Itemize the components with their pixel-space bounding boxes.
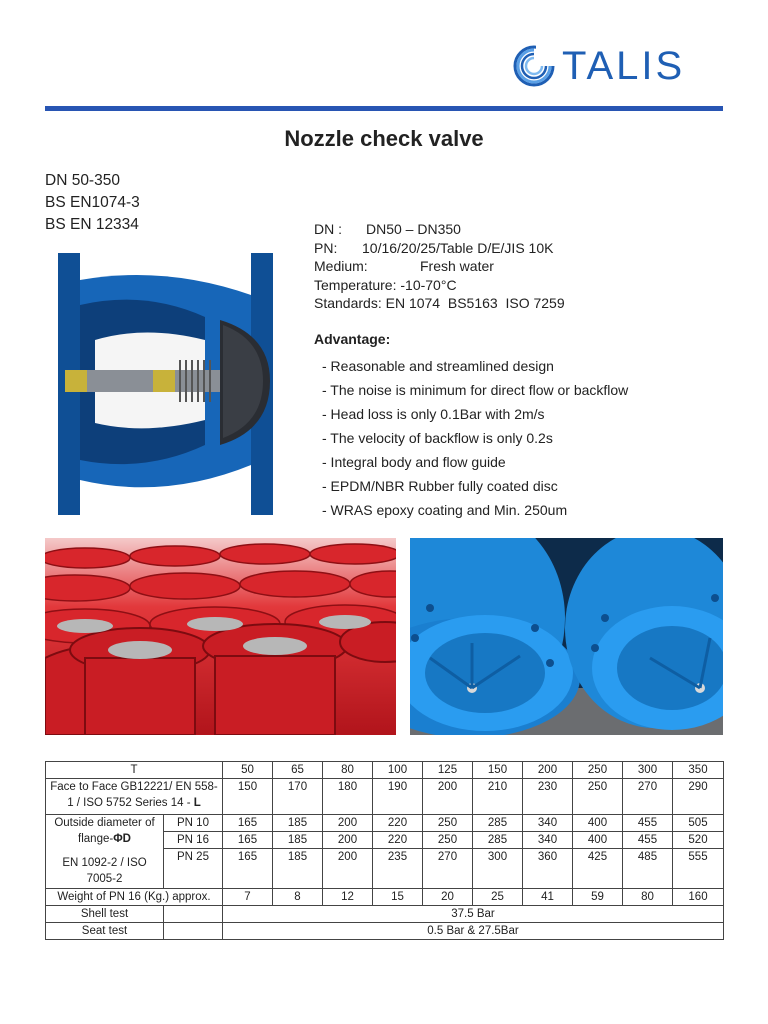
code-line: DN 50-350 bbox=[45, 172, 120, 189]
od-label-standard: EN 1092-2 / ISO 7005-2 bbox=[62, 857, 147, 885]
table-cell: 505 bbox=[673, 815, 724, 832]
size-cell: 50 bbox=[223, 762, 273, 779]
size-cell: 150 bbox=[473, 762, 523, 779]
table-cell: 520 bbox=[673, 832, 724, 849]
od-label-text: Outside diameter of flange- bbox=[54, 817, 155, 845]
size-cell: 250 bbox=[573, 762, 623, 779]
table-cell: 12 bbox=[323, 889, 373, 906]
table-cell: 41 bbox=[523, 889, 573, 906]
table-cell: 160 bbox=[673, 889, 724, 906]
table-cell: 400 bbox=[573, 832, 623, 849]
outside-diameter-label bbox=[46, 815, 164, 889]
spec-label: Medium: bbox=[314, 258, 368, 274]
table-cell: 185 bbox=[273, 832, 323, 849]
table-cell: 455 bbox=[623, 832, 673, 849]
size-cell: 80 bbox=[323, 762, 373, 779]
size-cell: 100 bbox=[373, 762, 423, 779]
advantage-list bbox=[322, 354, 628, 522]
table-cell: 485 bbox=[623, 849, 673, 889]
pn-label: PN 25 bbox=[164, 849, 223, 889]
advantage-item: - Integral body and flow guide bbox=[322, 454, 506, 470]
header-rule bbox=[45, 106, 723, 111]
spec-label: Standards: EN 1074 BS5163 ISO 7259 bbox=[314, 295, 565, 311]
table-cell: 165 bbox=[223, 832, 273, 849]
table-cell: 200 bbox=[323, 849, 373, 889]
seat-test-label: Seat test bbox=[46, 923, 164, 940]
table-row-shell-test bbox=[46, 906, 724, 923]
table-cell: 270 bbox=[623, 779, 673, 815]
table-cell: 25 bbox=[473, 889, 523, 906]
table-cell: 185 bbox=[273, 815, 323, 832]
table-cell: 59 bbox=[573, 889, 623, 906]
advantage-item: - The velocity of backflow is only 0.2s bbox=[322, 430, 553, 446]
table-cell: 455 bbox=[623, 815, 673, 832]
advantage-item: - WRAS epoxy coating and Min. 250um bbox=[322, 502, 568, 518]
size-cell: 350 bbox=[673, 762, 724, 779]
table-cell: 300 bbox=[473, 849, 523, 889]
table-cell: 250 bbox=[573, 779, 623, 815]
size-cell: 65 bbox=[273, 762, 323, 779]
size-cell: 300 bbox=[623, 762, 673, 779]
spec-label: DN : bbox=[314, 221, 342, 237]
table-row-pn10 bbox=[46, 815, 724, 832]
table-row-weight bbox=[46, 889, 724, 906]
empty-cell bbox=[164, 906, 223, 923]
size-cell: 200 bbox=[523, 762, 573, 779]
spec-value: 10/16/20/25/Table D/E/JIS 10K bbox=[362, 239, 554, 256]
empty-cell bbox=[164, 923, 223, 940]
table-cell: 165 bbox=[223, 849, 273, 889]
table-row-face-to-face bbox=[46, 779, 724, 815]
spec-label: Temperature: -10-70°C bbox=[314, 276, 457, 293]
table-cell: 80 bbox=[623, 889, 673, 906]
face-to-face-label bbox=[46, 779, 223, 815]
standard-codes bbox=[45, 170, 140, 236]
table-cell: 360 bbox=[523, 849, 573, 889]
advantage-item: - Head loss is only 0.1Bar with 2m/s bbox=[322, 406, 545, 422]
spec-label: PN: bbox=[314, 239, 338, 256]
table-cell: 340 bbox=[523, 815, 573, 832]
table-cell: 180 bbox=[323, 779, 373, 815]
table-cell: 340 bbox=[523, 832, 573, 849]
table-header-row bbox=[46, 762, 724, 779]
table-header-label: T bbox=[46, 762, 223, 779]
advantage-item: - Reasonable and streamlined design bbox=[322, 358, 554, 374]
table-cell: 165 bbox=[223, 815, 273, 832]
code-line: BS EN 12334 bbox=[45, 216, 139, 233]
table-cell: 8 bbox=[273, 889, 323, 906]
table-row-seat-test bbox=[46, 923, 724, 940]
spec-row-pn bbox=[314, 239, 565, 258]
table-cell: 285 bbox=[473, 815, 523, 832]
pn-label: PN 16 bbox=[164, 832, 223, 849]
table-cell: 200 bbox=[323, 832, 373, 849]
dimension-table bbox=[45, 761, 724, 940]
advantage-item: - EPDM/NBR Rubber fully coated disc bbox=[322, 478, 558, 494]
shell-test-label: Shell test bbox=[46, 906, 164, 923]
blue-valves-photo bbox=[410, 538, 723, 735]
od-label-symbol: ΦD bbox=[113, 833, 131, 845]
table-cell: 200 bbox=[323, 815, 373, 832]
table-cell: 210 bbox=[473, 779, 523, 815]
table-cell: 150 bbox=[223, 779, 273, 815]
table-cell: 285 bbox=[473, 832, 523, 849]
table-cell: 220 bbox=[373, 815, 423, 832]
face-label-text: Face to Face GB12221/ EN 558-1 / ISO 5752 Series 14 - bbox=[50, 781, 218, 809]
spec-value: Fresh water bbox=[420, 258, 494, 274]
table-cell: 230 bbox=[523, 779, 573, 815]
talis-swirl-logo bbox=[512, 44, 556, 88]
table-cell: 185 bbox=[273, 849, 323, 889]
weight-label: Weight of PN 16 (Kg.) approx. bbox=[46, 889, 223, 906]
table-cell: 270 bbox=[423, 849, 473, 889]
pn-label: PN 10 bbox=[164, 815, 223, 832]
shell-test-value: 37.5 Bar bbox=[223, 906, 724, 923]
table-cell: 7 bbox=[223, 889, 273, 906]
table-cell: 425 bbox=[573, 849, 623, 889]
spec-row-temperature bbox=[314, 276, 565, 295]
talis-logo bbox=[512, 44, 685, 88]
table-cell: 235 bbox=[373, 849, 423, 889]
brand-name: TALIS bbox=[562, 44, 686, 88]
table-cell: 20 bbox=[423, 889, 473, 906]
spec-row-dn bbox=[314, 220, 565, 239]
table-cell: 400 bbox=[573, 815, 623, 832]
table-cell: 190 bbox=[373, 779, 423, 815]
table-cell: 15 bbox=[373, 889, 423, 906]
page-title: Nozzle check valve bbox=[284, 126, 484, 151]
table-cell: 170 bbox=[273, 779, 323, 815]
table-cell: 555 bbox=[673, 849, 724, 889]
advantage-title: Advantage: bbox=[314, 331, 391, 347]
advantage-item: - The noise is minimum for direct flow or backflow bbox=[322, 382, 629, 398]
table-cell: 220 bbox=[373, 832, 423, 849]
table-cell: 250 bbox=[423, 832, 473, 849]
valve-cutaway-image bbox=[55, 245, 285, 517]
table-cell: 200 bbox=[423, 779, 473, 815]
table-cell: 290 bbox=[673, 779, 724, 815]
spec-value: DN50 – DN350 bbox=[366, 221, 461, 237]
table-cell: 250 bbox=[423, 815, 473, 832]
red-valves-photo bbox=[45, 538, 396, 735]
spec-row-medium bbox=[314, 257, 565, 276]
size-cell: 125 bbox=[423, 762, 473, 779]
face-label-symbol: L bbox=[193, 797, 201, 809]
spec-list bbox=[314, 220, 565, 313]
seat-test-value: 0.5 Bar & 27.5Bar bbox=[223, 923, 724, 940]
code-line: BS EN1074-3 bbox=[45, 194, 140, 211]
spec-row-standards bbox=[314, 294, 565, 313]
